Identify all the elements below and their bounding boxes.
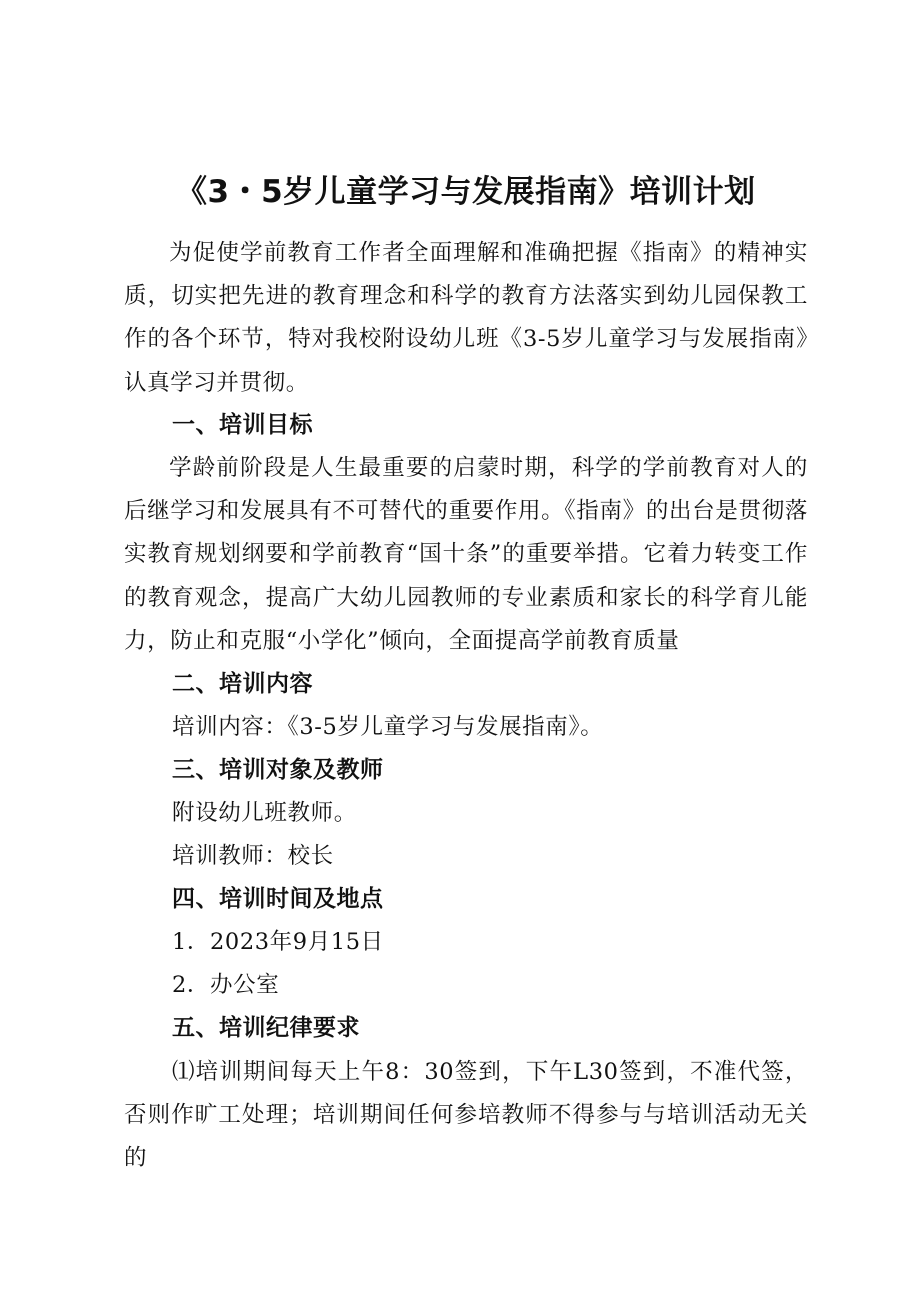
date-line: 1．2023年9月15日 bbox=[172, 929, 384, 955]
intro-paragraph: 为促使学前教育工作者全面理解和准确把握《指南》的精神实质，切实把先进的教育理念和科学的教育方法落实到幼儿园保教工作的各个环节，特对我校附设幼儿班《3-5岁儿童学习与发展指南》认真学习并贯彻。 bbox=[124, 240, 808, 396]
section-heading-time-place: 四、培训时间及地点 bbox=[172, 886, 384, 912]
trainer-line: 培训教师：校长 bbox=[172, 843, 334, 869]
document-title: 《3・5岁儿童学习与发展指南》培训计划 bbox=[176, 174, 756, 210]
section-heading-discipline: 五、培训纪律要求 bbox=[172, 1015, 360, 1041]
content-line: 培训内容：《3-5岁儿童学习与发展指南》。 bbox=[172, 714, 604, 740]
location-line: 2．办公室 bbox=[172, 972, 280, 998]
goals-paragraph: 学龄前阶段是人生最重要的启蒙时期，科学的学前教育对人的后继学习和发展具有不可替代的重要作用。《指南》的出台是贯彻落实教育规划纲要和学前教育“国十条”的重要举措。它着力转变工作的教育观念，提高广大幼儿园教师的专业素质和家长的科学育儿能力，防止和克服“小学化”倾向，全面提高学前教育质量 bbox=[124, 455, 808, 654]
section-heading-goals: 一、培训目标 bbox=[172, 412, 313, 438]
participants-line: 附设幼儿班教师。 bbox=[172, 800, 357, 826]
section-heading-content: 二、培训内容 bbox=[172, 671, 313, 697]
discipline-paragraph: ⑴培训期间每天上午8：30签到，下午L30签到，不准代签，否则作旷工处理；培训期间任何参培教师不得参与与培训活动无关的 bbox=[124, 1059, 808, 1172]
section-heading-participants: 三、培训对象及教师 bbox=[172, 757, 384, 783]
